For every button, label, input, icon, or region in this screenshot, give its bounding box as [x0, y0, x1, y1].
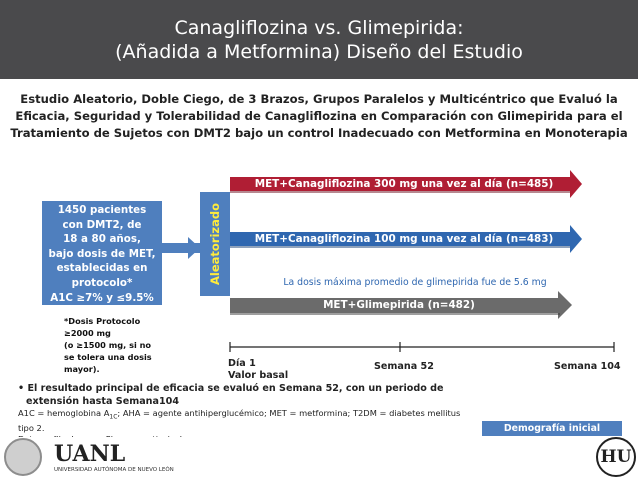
university-name: UNIVERSIDAD AUTÓNOMA DE NUEVO LEÓN [54, 467, 174, 473]
glimepiride-dose-note: La dosis máxima promedio de glimepirida fue de 5.6 mg [283, 277, 547, 288]
patients-line: protocolo* [71, 276, 133, 289]
abbr-a1c-pre: A1C = hemoglobina A [18, 408, 110, 418]
connector-arrowhead [188, 237, 200, 259]
patients-line: establecidas en [56, 262, 148, 275]
study-description-line1: Estudio Aleatorio, Doble Ciego, de 3 Brazos, Grupos Paralelos y Multicéntrico que Evaluó la [20, 92, 618, 106]
primary-endpoint-bullet [18, 382, 444, 408]
arm-100mg-label: MET+Canagliflozina 100 mg una vez al día (n=483) [254, 233, 554, 245]
arm-100mg-head [570, 225, 582, 253]
page-title-line2: (Añadida a Metformina) Diseño del Estudio [115, 41, 523, 63]
protocol-dose-footnote [64, 315, 194, 375]
patients-box [42, 201, 162, 305]
study-description-line2: Eficacia, Seguridad y Tolerabilidad de Canagliflozina en Comparación con Glimepirida para el [15, 109, 623, 123]
footnote-line: se tolera una dosis [64, 352, 152, 362]
arm-300mg-label: MET+Canagliflozina 300 mg una vez al día (n=485) [254, 178, 554, 190]
timeline-axis [230, 342, 614, 352]
hospital-logo-text: HU [600, 447, 632, 467]
footnote-line: ≥2000 mg [64, 328, 111, 338]
baseline-label: Valor basal [228, 370, 289, 381]
university-seal-icon [4, 438, 42, 476]
arm-glimepiride-head [558, 291, 572, 319]
timeline-day1-label [228, 358, 288, 382]
university-logo-text: UANL [54, 441, 126, 467]
page-title-line1: Canagliflozina vs. Glimepirida: [174, 17, 464, 39]
randomization-label: Aleatorizado [208, 203, 222, 285]
arm-glimepiride-label: MET+Glimepirida (n=482) [323, 299, 475, 311]
abbreviations-line2: tipo 2. [18, 422, 45, 433]
patients-line: bajo dosis de MET, [48, 247, 156, 260]
footnote-line: *Dosis Protocolo [64, 316, 141, 326]
bullet-line2: extensión hasta Semana104 [26, 396, 180, 407]
patients-line: con DMT2, de [62, 218, 142, 231]
footnote-line: (o ≥1500 mg, si no [64, 340, 152, 350]
patients-line: A1C ≥7% y ≤9.5% [50, 291, 154, 304]
demographics-button[interactable]: Demografía inicial [482, 421, 622, 436]
bullet-line1: • El resultado principal de eficacia se evaluó en Semana 52, con un periodo de [18, 383, 444, 394]
patients-line: 18 a 80 años, [63, 233, 141, 246]
day1-label: Día 1 [228, 358, 256, 369]
abbreviations-line1 [18, 408, 460, 423]
timeline-week104-label: Semana 104 [554, 361, 621, 372]
study-description-line3: Tratamiento de Sujetos con DMT2 bajo un control Inadecuado con Metformina en Monoterapia [10, 126, 628, 140]
arm-300mg-head [570, 170, 582, 198]
hospital-logo-icon [596, 437, 636, 477]
randomization-label-wrap [200, 192, 230, 296]
abbr-rest: ; AHA = agente antihiperglucémico; MET = metformina; T2DM = diabetes mellitus [117, 408, 461, 418]
timeline-week52-label: Semana 52 [374, 361, 434, 372]
patients-line: 1450 pacientes [57, 204, 147, 216]
abbr-a1c-sub: 1C [109, 413, 118, 421]
footnote-line: mayor). [64, 364, 100, 374]
